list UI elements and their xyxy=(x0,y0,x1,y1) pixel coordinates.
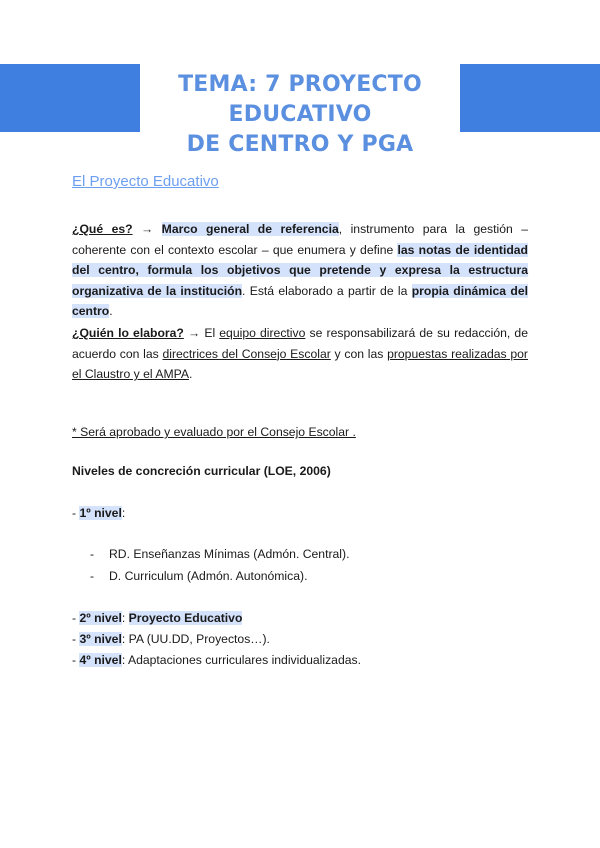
niveles-heading-text: Niveles de concreción curricular (LOE, 2006) xyxy=(72,464,331,478)
list-dash: - xyxy=(72,506,80,520)
list-item xyxy=(90,544,349,564)
header-band-left xyxy=(0,64,140,132)
nivel-4-label: 4º nivel xyxy=(79,653,122,667)
nivel-3 xyxy=(72,629,270,649)
list-dash: - xyxy=(72,653,80,667)
page-title xyxy=(140,70,460,160)
nivel-4 xyxy=(72,650,361,670)
highlight-notas: las notas de identidad del centro, formula los objetivos que pretende y expresa la estructura organizativa de la institución xyxy=(72,242,528,298)
nivel-3-label: 3º nivel xyxy=(79,632,122,646)
note-text: * Será aprobado y evaluado por el Consejo Escolar . xyxy=(72,425,356,439)
que-es-paragraph xyxy=(72,219,528,322)
highlight-dinamica: propia dinámica del centro xyxy=(72,283,528,318)
underlined-directrices: directrices del Consejo Escolar xyxy=(162,346,331,361)
nivel-3-text: PA (UU.DD, Proyectos…). xyxy=(128,632,270,646)
niveles-heading xyxy=(72,461,331,481)
quien-label: ¿Quién lo elabora? xyxy=(72,326,184,340)
list-item-text: RD. Enseñanzas Mínimas (Admón. Central). xyxy=(109,547,350,561)
arrow: → xyxy=(132,222,162,236)
nivel-2-text: Proyecto Educativo xyxy=(128,611,243,625)
nivel-2-label: 2º nivel xyxy=(79,611,122,625)
text-span: y con las xyxy=(330,346,388,361)
highlight-marco: Marco general de referencia xyxy=(161,222,339,236)
text-span: : xyxy=(121,653,128,667)
nivel-4-text: Adaptaciones curriculares individualizadas. xyxy=(127,653,361,667)
title-line-1: TEMA: 7 PROYECTO EDUCATIVO xyxy=(178,72,422,127)
list-item xyxy=(90,566,307,586)
text-span: : xyxy=(121,506,126,520)
list-item-text: D. Curriculum (Admón. Autonómica). xyxy=(109,569,308,583)
text-span: . xyxy=(188,367,193,381)
quien-paragraph xyxy=(72,323,528,385)
section-heading: El Proyecto Educativo xyxy=(72,173,219,190)
underlined-equipo: equipo directivo xyxy=(219,326,306,340)
que-es-label: ¿Qué es? xyxy=(72,222,133,236)
title-line-2: DE CENTRO Y PGA xyxy=(186,132,414,157)
text-span: → El xyxy=(183,326,220,340)
text-span: . Está elaborado a partir de la xyxy=(242,283,412,298)
text-span: : xyxy=(121,611,129,625)
text-span: , instrumento para la gestión – coherente con el contexto escolar – que enumera y define xyxy=(72,222,528,257)
header-band-right xyxy=(460,64,600,132)
list-dash: - xyxy=(90,569,95,583)
text-span: . xyxy=(109,304,113,318)
nivel-2 xyxy=(72,608,242,628)
list-dash: - xyxy=(72,611,80,625)
text-span: : xyxy=(121,632,129,646)
text-span: se responsabilizará de su redacción, de acuerdo con las xyxy=(72,326,528,361)
list-dash: - xyxy=(72,632,80,646)
underlined-propuestas: propuestas realizadas por el Claustro y el AMPA xyxy=(72,346,528,381)
nivel-1-label: 1º nivel xyxy=(79,506,122,520)
list-dash: - xyxy=(90,547,95,561)
approval-note xyxy=(72,422,356,442)
nivel-1 xyxy=(72,503,125,523)
